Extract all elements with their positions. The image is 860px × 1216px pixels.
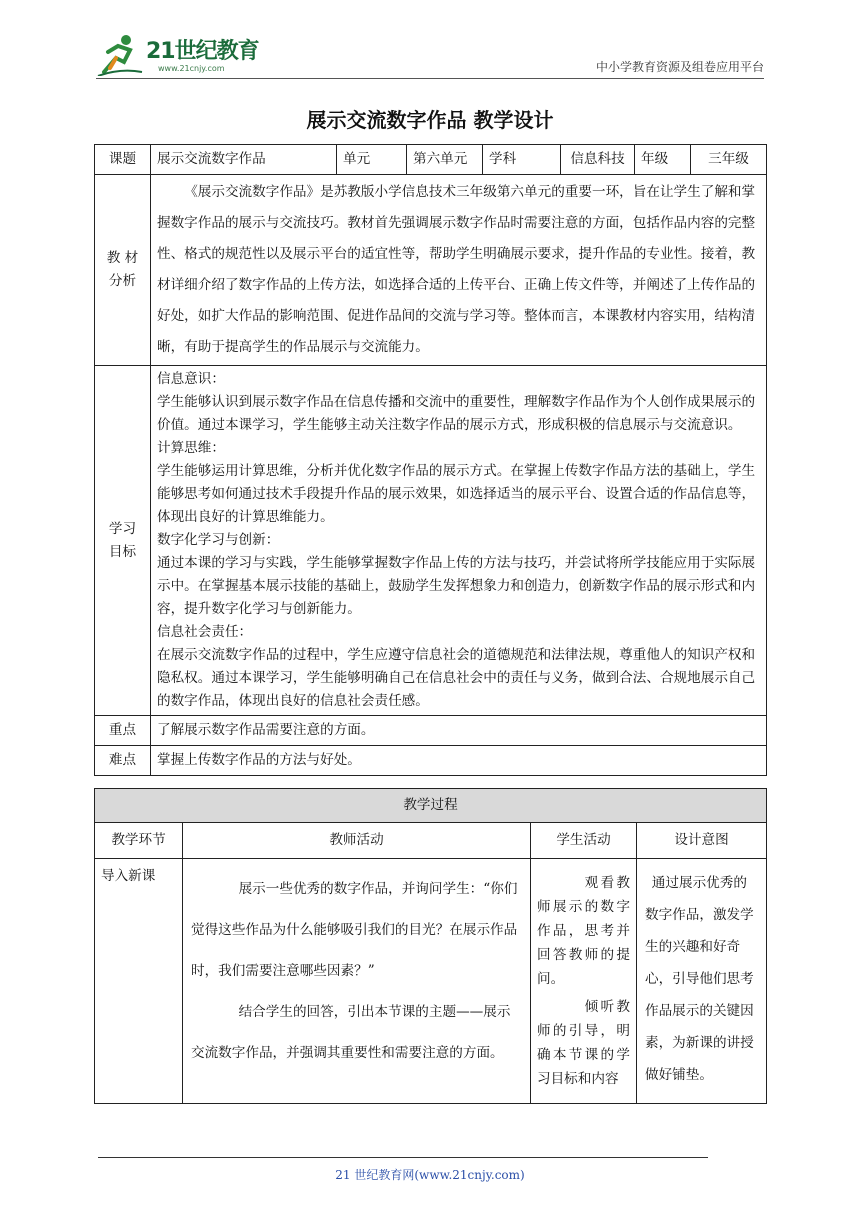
key-point-text: 了解展示数字作品需要注意的方面。 bbox=[151, 716, 767, 746]
goal-heading: 信息意识： bbox=[157, 371, 225, 387]
topic-label: 课题 bbox=[95, 145, 151, 175]
process-title-row bbox=[95, 789, 767, 823]
teacher-cell bbox=[183, 859, 531, 1104]
header-teacher: 教师活动 bbox=[183, 823, 531, 859]
page-title: 展示交流数字作品 教学设计 bbox=[306, 108, 554, 132]
grade-label: 年级 bbox=[635, 145, 691, 175]
header-intent: 设计意图 bbox=[637, 823, 767, 859]
unit-label: 单元 bbox=[337, 145, 407, 175]
key-point-label: 重点 bbox=[95, 716, 151, 746]
header-divider bbox=[96, 78, 764, 79]
grade-value: 三年级 bbox=[691, 145, 767, 175]
student-activity: 倾听教师的引导，明确本节课的学习目标和内容 bbox=[537, 999, 630, 1087]
goal-text: 学生能够认识到展示数字作品在信息传播和交流中的重要性，理解数字作品作为个人创作成果展示的价值。通过本课学习，学生能够主动关注数字作品的展示方式，形成积极的信息展示与交流意识。 bbox=[157, 394, 756, 433]
info-row bbox=[95, 145, 767, 175]
material-text: 《展示交流数字作品》是苏教版小学信息技术三年级第六单元的重要一环，旨在让学生了解和掌握数字作品的展示与交流技巧。教材首先强调展示数字作品时需要注意的方面，包括作品内容的完整性、格式的规范性以及展示平台的适宜性等，帮助学生明确展示要求，提升作品的专业性。接着，教材详细介绍了数字作品的上传方法，如选择合适的上传平台、正确上传文件等，并阐述了上传作品的好处，如扩大作品的影响范围、促进作品间的交流与学习等。整体而言，本课教材内容实用，结构清晰，有助于提高学生的作品展示与交流能力。 bbox=[151, 175, 767, 366]
key-point-row bbox=[95, 716, 767, 746]
goals-row bbox=[95, 366, 767, 716]
platform-name: 中小学教育资源及组卷应用平台 bbox=[595, 60, 764, 74]
difficulty-row bbox=[95, 746, 767, 776]
subject-label: 学科 bbox=[483, 145, 561, 175]
header-stage: 教学环节 bbox=[95, 823, 183, 859]
goal-text: 通过本课的学习与实践，学生能够掌握数字作品上传的方法与技巧，并尝试将所学技能应用于实际展示中。在掌握基本展示技能的基础上，鼓励学生发挥想象力和创造力，创新数字作品的展示形式和内容，提升数字化学习与创新能力。 bbox=[157, 555, 756, 617]
design-intent: 通过展示优秀的数字作品，激发学生的兴趣和好奇心，引导他们思考作品展示的关键因素，为新课的讲授做好铺垫。 bbox=[645, 875, 754, 1083]
material-row bbox=[95, 175, 767, 366]
material-label: 教 材 分析 bbox=[95, 175, 151, 366]
logo-url: www.21cnjy.com bbox=[158, 64, 225, 73]
header-student: 学生活动 bbox=[531, 823, 637, 859]
goal-heading: 计算思维： bbox=[157, 440, 225, 456]
subject-value: 信息科技 bbox=[561, 145, 635, 175]
student-activity: 观看教师展示的数字作品，思考并回答教师的提问。 bbox=[537, 875, 630, 987]
footer-divider bbox=[98, 1157, 708, 1158]
student-cell bbox=[531, 859, 637, 1104]
footer-text: 21 世纪教育网(www.21cnjy.com) bbox=[335, 1168, 525, 1182]
stage-cell: 导入新课 bbox=[95, 859, 183, 1104]
page-header bbox=[96, 28, 764, 80]
goal-text: 学生能够运用计算思维，分析并优化数字作品的展示方式。在掌握上传数字作品方法的基础上，学生能够思考如何通过技术手段提升作品的展示效果，如选择适当的展示平台、设置合适的作品信息等，体现出良好的计算思维能力。 bbox=[157, 463, 756, 525]
unit-value: 第六单元 bbox=[407, 145, 483, 175]
topic-value: 展示交流数字作品 bbox=[151, 145, 337, 175]
process-title: 教学过程 bbox=[95, 789, 767, 823]
site-logo bbox=[96, 32, 266, 76]
goals-label: 学习 目标 bbox=[95, 366, 151, 716]
teacher-activity: 结合学生的回答，引出本节课的主题——展示交流数字作品，并强调其重要性和需要注意的方面。 bbox=[191, 1004, 511, 1061]
goal-text: 在展示交流数字作品的过程中，学生应遵守信息社会的道德规范和法律法规，尊重他人的知识产权和隐私权。通过本课学习，学生能够明确自己在信息社会中的责任与义务，做到合法、合规地展示自己的数字作品，体现出良好的信息社会责任感。 bbox=[157, 647, 756, 709]
intent-cell bbox=[637, 859, 767, 1104]
goal-heading: 数字化学习与创新： bbox=[157, 532, 280, 548]
lesson-info-table bbox=[94, 144, 767, 776]
goal-heading: 信息社会责任： bbox=[157, 624, 253, 640]
difficulty-label: 难点 bbox=[95, 746, 151, 776]
difficulty-text: 掌握上传数字作品的方法与好处。 bbox=[151, 746, 767, 776]
teacher-activity: 展示一些优秀的数字作品，并询问学生：“你们觉得这些作品为什么能够吸引我们的目光？在展示作品时，我们需要注意哪些因素？” bbox=[191, 881, 518, 979]
process-header-row bbox=[95, 823, 767, 859]
goals-content bbox=[151, 366, 767, 716]
process-row bbox=[95, 859, 767, 1104]
logo-text: 21世纪教育 bbox=[146, 39, 259, 64]
process-table bbox=[94, 788, 767, 1104]
runner-logo-icon bbox=[96, 32, 144, 76]
